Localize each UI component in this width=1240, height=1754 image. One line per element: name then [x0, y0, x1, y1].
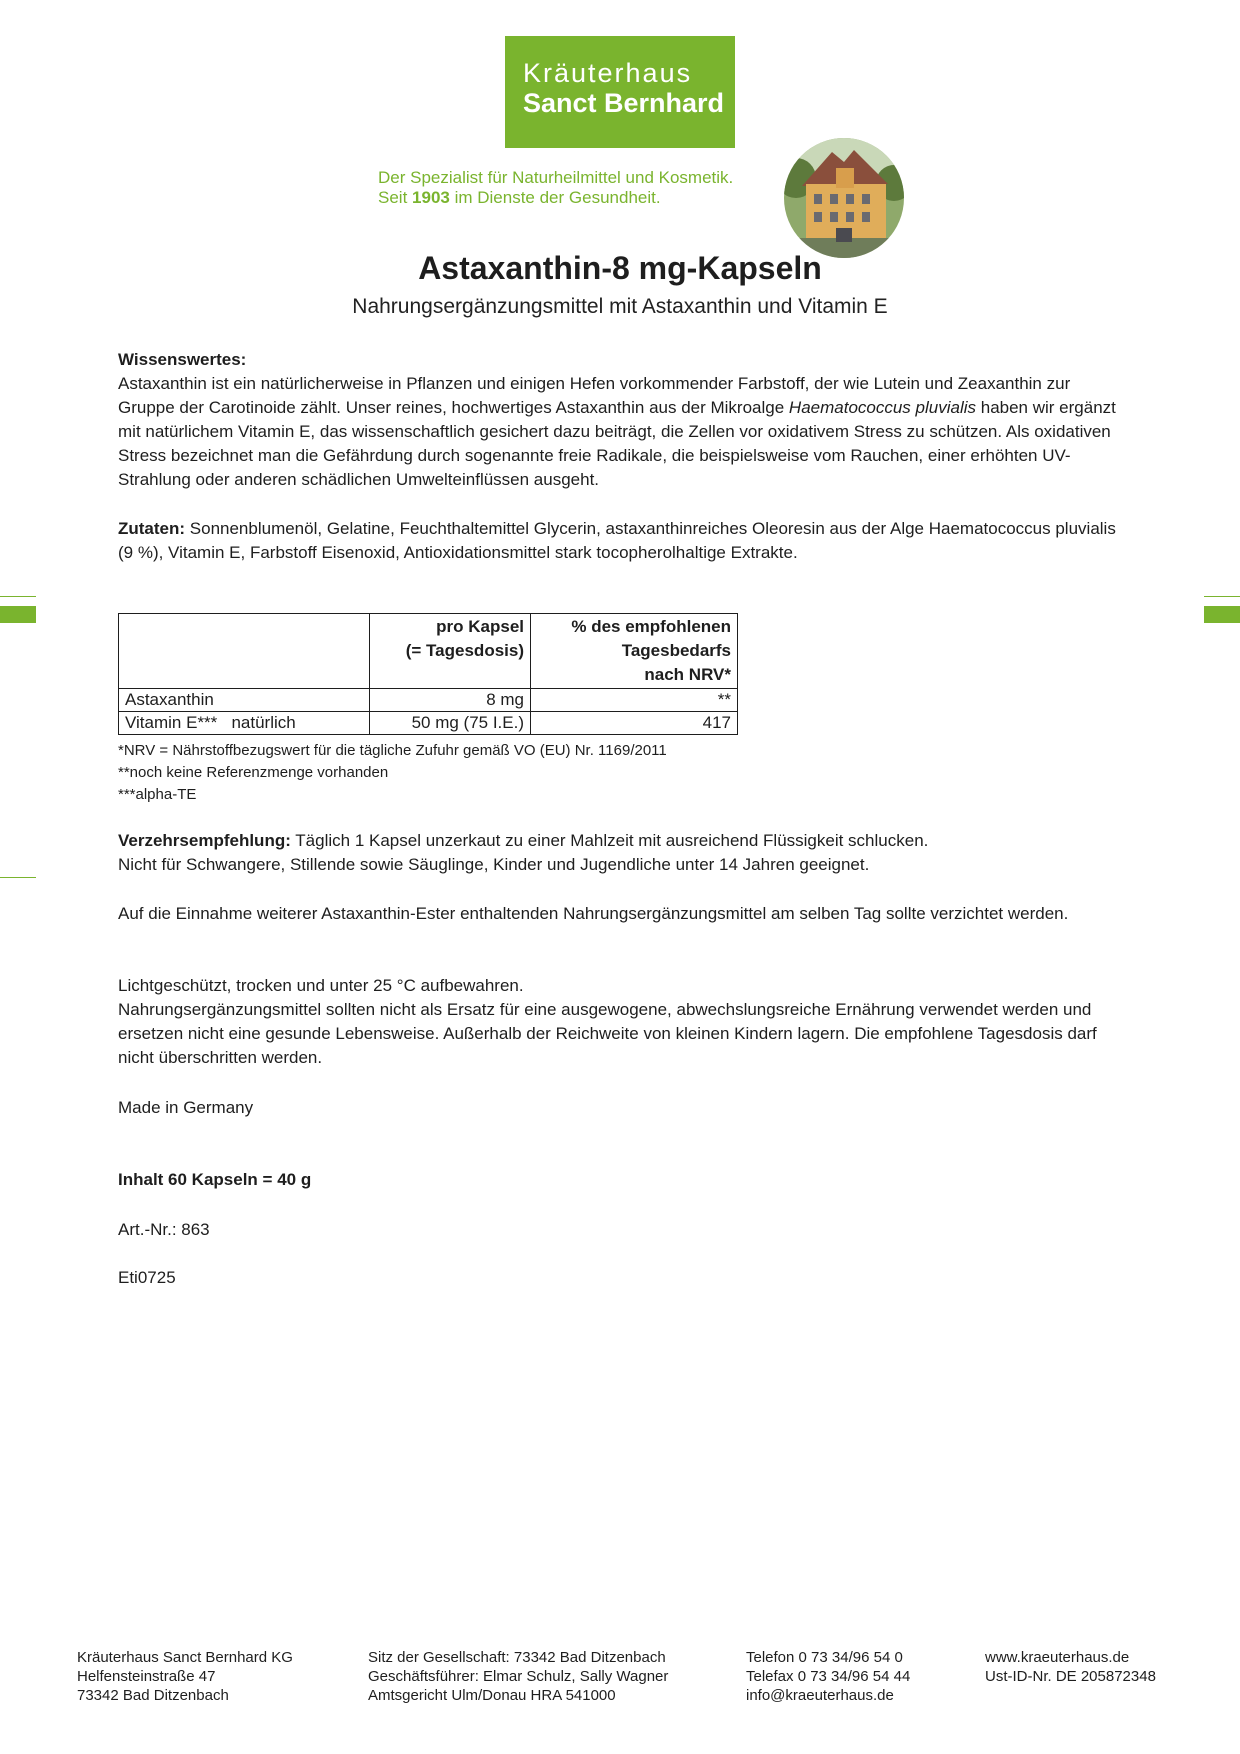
row-name: Astaxanthin [119, 689, 370, 712]
storage-line: Lichtgeschützt, trocken und unter 25 °C aufbewahren. [118, 976, 524, 995]
wissen-text-2: haben wir ergänzt mit natürlichem Vitamin E, das wissenschaftlich gesichert dazu beiträgt, die Zellen vor oxidativem Stress zu schützen. Als oxidativen Stress bezeichnet man die Gefährdung durch sogenannte freie Radikale, die beispielsweise vom Rauchen, einer erhöhten UV-Strahlung oder anderen schädlichen Umwelteinflüssen ausgeht. [118, 398, 1116, 489]
right-fold-line-top [1204, 596, 1240, 597]
footer-vat-id: Ust-ID-Nr. DE 205872348 [985, 1668, 1156, 1685]
table-row [119, 689, 738, 712]
wissenswertes-label: Wissenswertes: [118, 350, 247, 369]
verzehr-text: Täglich 1 Kapsel unzerkaut zu einer Mahlzeit mit ausreichend Flüssigkeit schlucken. [290, 831, 929, 850]
verzehr-line-1 [118, 829, 1128, 853]
header-per-capsule-line2: (= Tagesdosis) [405, 641, 524, 660]
verzehr-label: Verzehrsempfehlung: [118, 831, 291, 850]
row-amount: 8 mg [370, 689, 531, 712]
row-name: Vitamin E*** natürlich [119, 712, 370, 735]
table-header-row [119, 614, 738, 689]
tagline-post: im Dienste der Gesundheit. [449, 188, 661, 207]
row-amount: 50 mg (75 I.E.) [370, 712, 531, 735]
nutrition-table [118, 613, 738, 735]
tagline-line-2 [378, 188, 733, 208]
left-fold-line-top [0, 596, 36, 597]
footer-legal [368, 1648, 668, 1705]
row-nrv: 417 [531, 712, 738, 735]
wissen-text-italic: Haematococcus pluvialis [788, 398, 977, 417]
footer-company [77, 1648, 293, 1705]
footer-email[interactable]: info@kraeuterhaus.de [746, 1687, 894, 1704]
general-notice: Nahrungsergänzungsmittel sollten nicht als Ersatz für eine ausgewogene, abwechslungsreiche Ernährung verwendet werden und ersetzen nicht eine gesunde Lebensweise. Außerhalb der Reichweite von kleinen Kindern lagern. Die empfohlene Tagesdosis darf nicht überschritten werden. [118, 1000, 1097, 1067]
left-fold-mark [0, 606, 36, 623]
wissenswertes-section [118, 348, 1128, 492]
header-nrv-line1: % des empfohlenen [571, 617, 731, 636]
header-nrv-line3: nach NRV* [644, 665, 731, 684]
right-fold-mark [1204, 606, 1240, 623]
footer-seat: Sitz der Gesellschaft: 73342 Bad Ditzenbach [368, 1649, 666, 1666]
header-per-capsule-line1: pro Kapsel [436, 617, 524, 636]
footer-city: 73342 Bad Ditzenbach [77, 1687, 229, 1704]
warning-text: Auf die Einnahme weiterer Astaxanthin-Ester enthaltenden Nahrungsergänzungsmittel am selben Tag sollte verzichtet werden. [118, 904, 1069, 923]
building-photo [784, 138, 904, 258]
table-header-empty [119, 614, 370, 689]
zutaten-text: Sonnenblumenöl, Gelatine, Feuchthaltemittel Glycerin, astaxanthinreiches Oleoresin aus der Alge Haematococcus pluvialis (9 %), Vitamin E, Farbstoff Eisenoxid, Antioxidationsmittel stark tocopherolhaltige Extrakte. [118, 519, 1116, 562]
content-amount: Inhalt 60 Kapseln = 40 g [118, 1170, 312, 1189]
footer-court: Amtsgericht Ulm/Donau HRA 541000 [368, 1687, 616, 1704]
product-title: Astaxanthin-8 mg-Kapseln [418, 250, 822, 286]
tagline-year: 1903 [412, 188, 450, 207]
made-in: Made in Germany [118, 1098, 254, 1117]
footer-contact [746, 1648, 910, 1705]
tagline-line-1: Der Spezialist für Naturheilmittel und Kosmetik. [378, 168, 734, 187]
table-header-per-capsule [370, 614, 531, 689]
table-row [119, 712, 738, 735]
footer-street: Helfensteinstraße 47 [77, 1668, 216, 1685]
footer-website[interactable]: www.kraeuterhaus.de [985, 1649, 1130, 1666]
zutaten-label: Zutaten: [118, 519, 186, 538]
wissenswertes-text [118, 372, 1128, 492]
wissen-text-1: Astaxanthin ist ein natürlicherweise in Pflanzen und einigen Hefen vorkommender Farbstoff, der wie Lutein und Zeaxanthin zur Gruppe der Carotinoide zählt. Unser reines, hochwertiges Astaxanthin aus der Mikroalge [118, 374, 1071, 417]
table-header-nrv [531, 614, 738, 689]
footer-web [985, 1648, 1156, 1686]
zutaten-section [118, 517, 1128, 565]
row-nrv: ** [531, 689, 738, 712]
footnote-alpha-te: ***alpha-TE [118, 786, 197, 803]
storage-section [118, 974, 1128, 1070]
article-number: Art.-Nr.: 863 [118, 1220, 210, 1239]
header-nrv-line2: Tagesbedarfs [621, 641, 731, 660]
tagline-pre: Seit [378, 188, 413, 207]
left-fold-line-bottom [0, 877, 36, 878]
footer-managers: Geschäftsführer: Elmar Schulz, Sally Wagner [368, 1668, 669, 1685]
footer-company-name: Kräuterhaus Sanct Bernhard KG [77, 1649, 293, 1666]
logo-line-2: Sanct Bernhard [523, 88, 725, 118]
footnote-nrv: *NRV = Nährstoffbezugswert für die tägliche Zufuhr gemäß VO (EU) Nr. 1169/2011 [118, 742, 667, 759]
product-subtitle: Nahrungsergänzungsmittel mit Astaxanthin und Vitamin E [352, 295, 888, 318]
footer-phone: Telefon 0 73 34/96 54 0 [746, 1649, 903, 1666]
logo-line-1: Kräuterhaus [523, 58, 693, 88]
verzehr-line-2: Nicht für Schwangere, Stillende sowie Säuglinge, Kinder und Jugendliche unter 14 Jahren geeignet. [118, 855, 870, 874]
verzehr-section [118, 829, 1128, 877]
company-logo [505, 36, 735, 148]
footnote-no-reference: **noch keine Referenzmenge vorhanden [118, 764, 389, 781]
footer-fax: Telefax 0 73 34/96 54 44 [746, 1668, 911, 1685]
label-id: Eti0725 [118, 1268, 176, 1287]
table-footnotes [118, 740, 667, 806]
tagline [378, 168, 733, 208]
